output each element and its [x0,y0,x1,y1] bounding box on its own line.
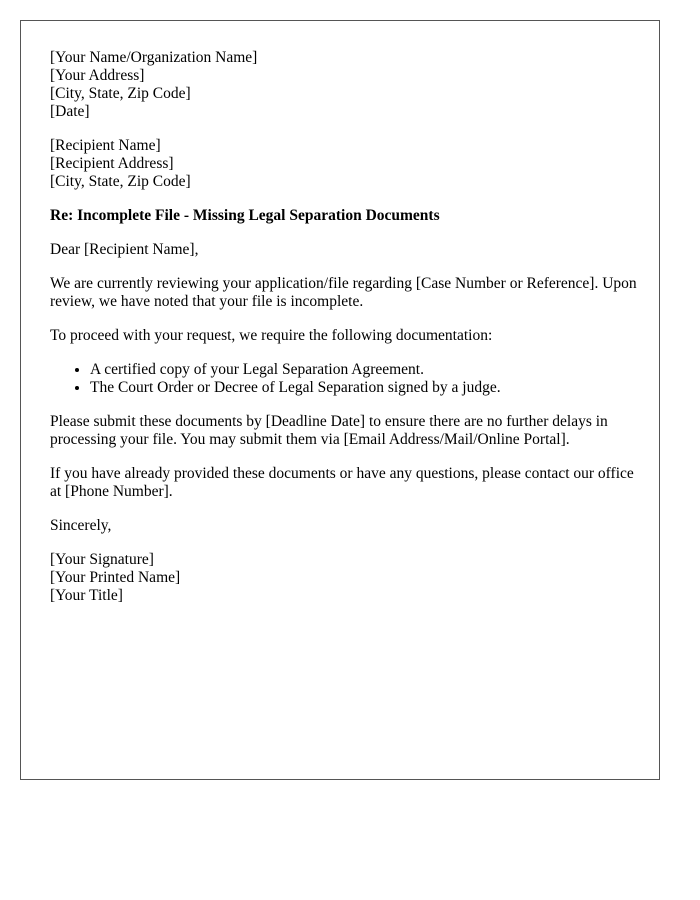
sender-name: [Your Name/Organization Name] [50,49,258,66]
printed-name: [Your Printed Name] [50,569,181,586]
signature-block [50,551,640,605]
letter-content [50,49,640,621]
recipient-city-state-zip: [City, State, Zip Code] [50,173,191,190]
sender-city-state-zip: [City, State, Zip Code] [50,85,191,102]
signature: [Your Signature] [50,551,154,568]
signer-title: [Your Title] [50,587,123,604]
subject-line: Re: Incomplete File - Missing Legal Separation Documents [50,207,440,224]
submission-paragraph: Please submit these documents by [Deadline Date] to ensure there are no further delays in processing your file. You may submit them via [Email Address/Mail/Online Portal]. [50,413,608,448]
requirement-paragraph: To proceed with your request, we require the following documentation: [50,327,493,344]
recipient-block [50,137,640,191]
list-item: • A certified copy of your Legal Separation Agreement. [90,361,640,379]
required-documents-list [50,361,640,397]
closing: Sincerely, [50,517,112,534]
sender-block [50,49,640,121]
recipient-name: [Recipient Name] [50,137,161,154]
letter-page [20,20,660,780]
intro-paragraph: We are currently reviewing your application/file regarding [Case Number or Reference]. Upon review, we have noted that your file is incomplete. [50,275,637,310]
contact-paragraph: If you have already provided these documents or have any questions, please contact our office at [Phone Number]. [50,465,634,500]
recipient-address: [Recipient Address] [50,155,174,172]
letter-date: [Date] [50,103,90,120]
sender-address: [Your Address] [50,67,145,84]
list-item: • The Court Order or Decree of Legal Separation signed by a judge. [90,379,640,397]
salutation: Dear [Recipient Name], [50,241,199,258]
